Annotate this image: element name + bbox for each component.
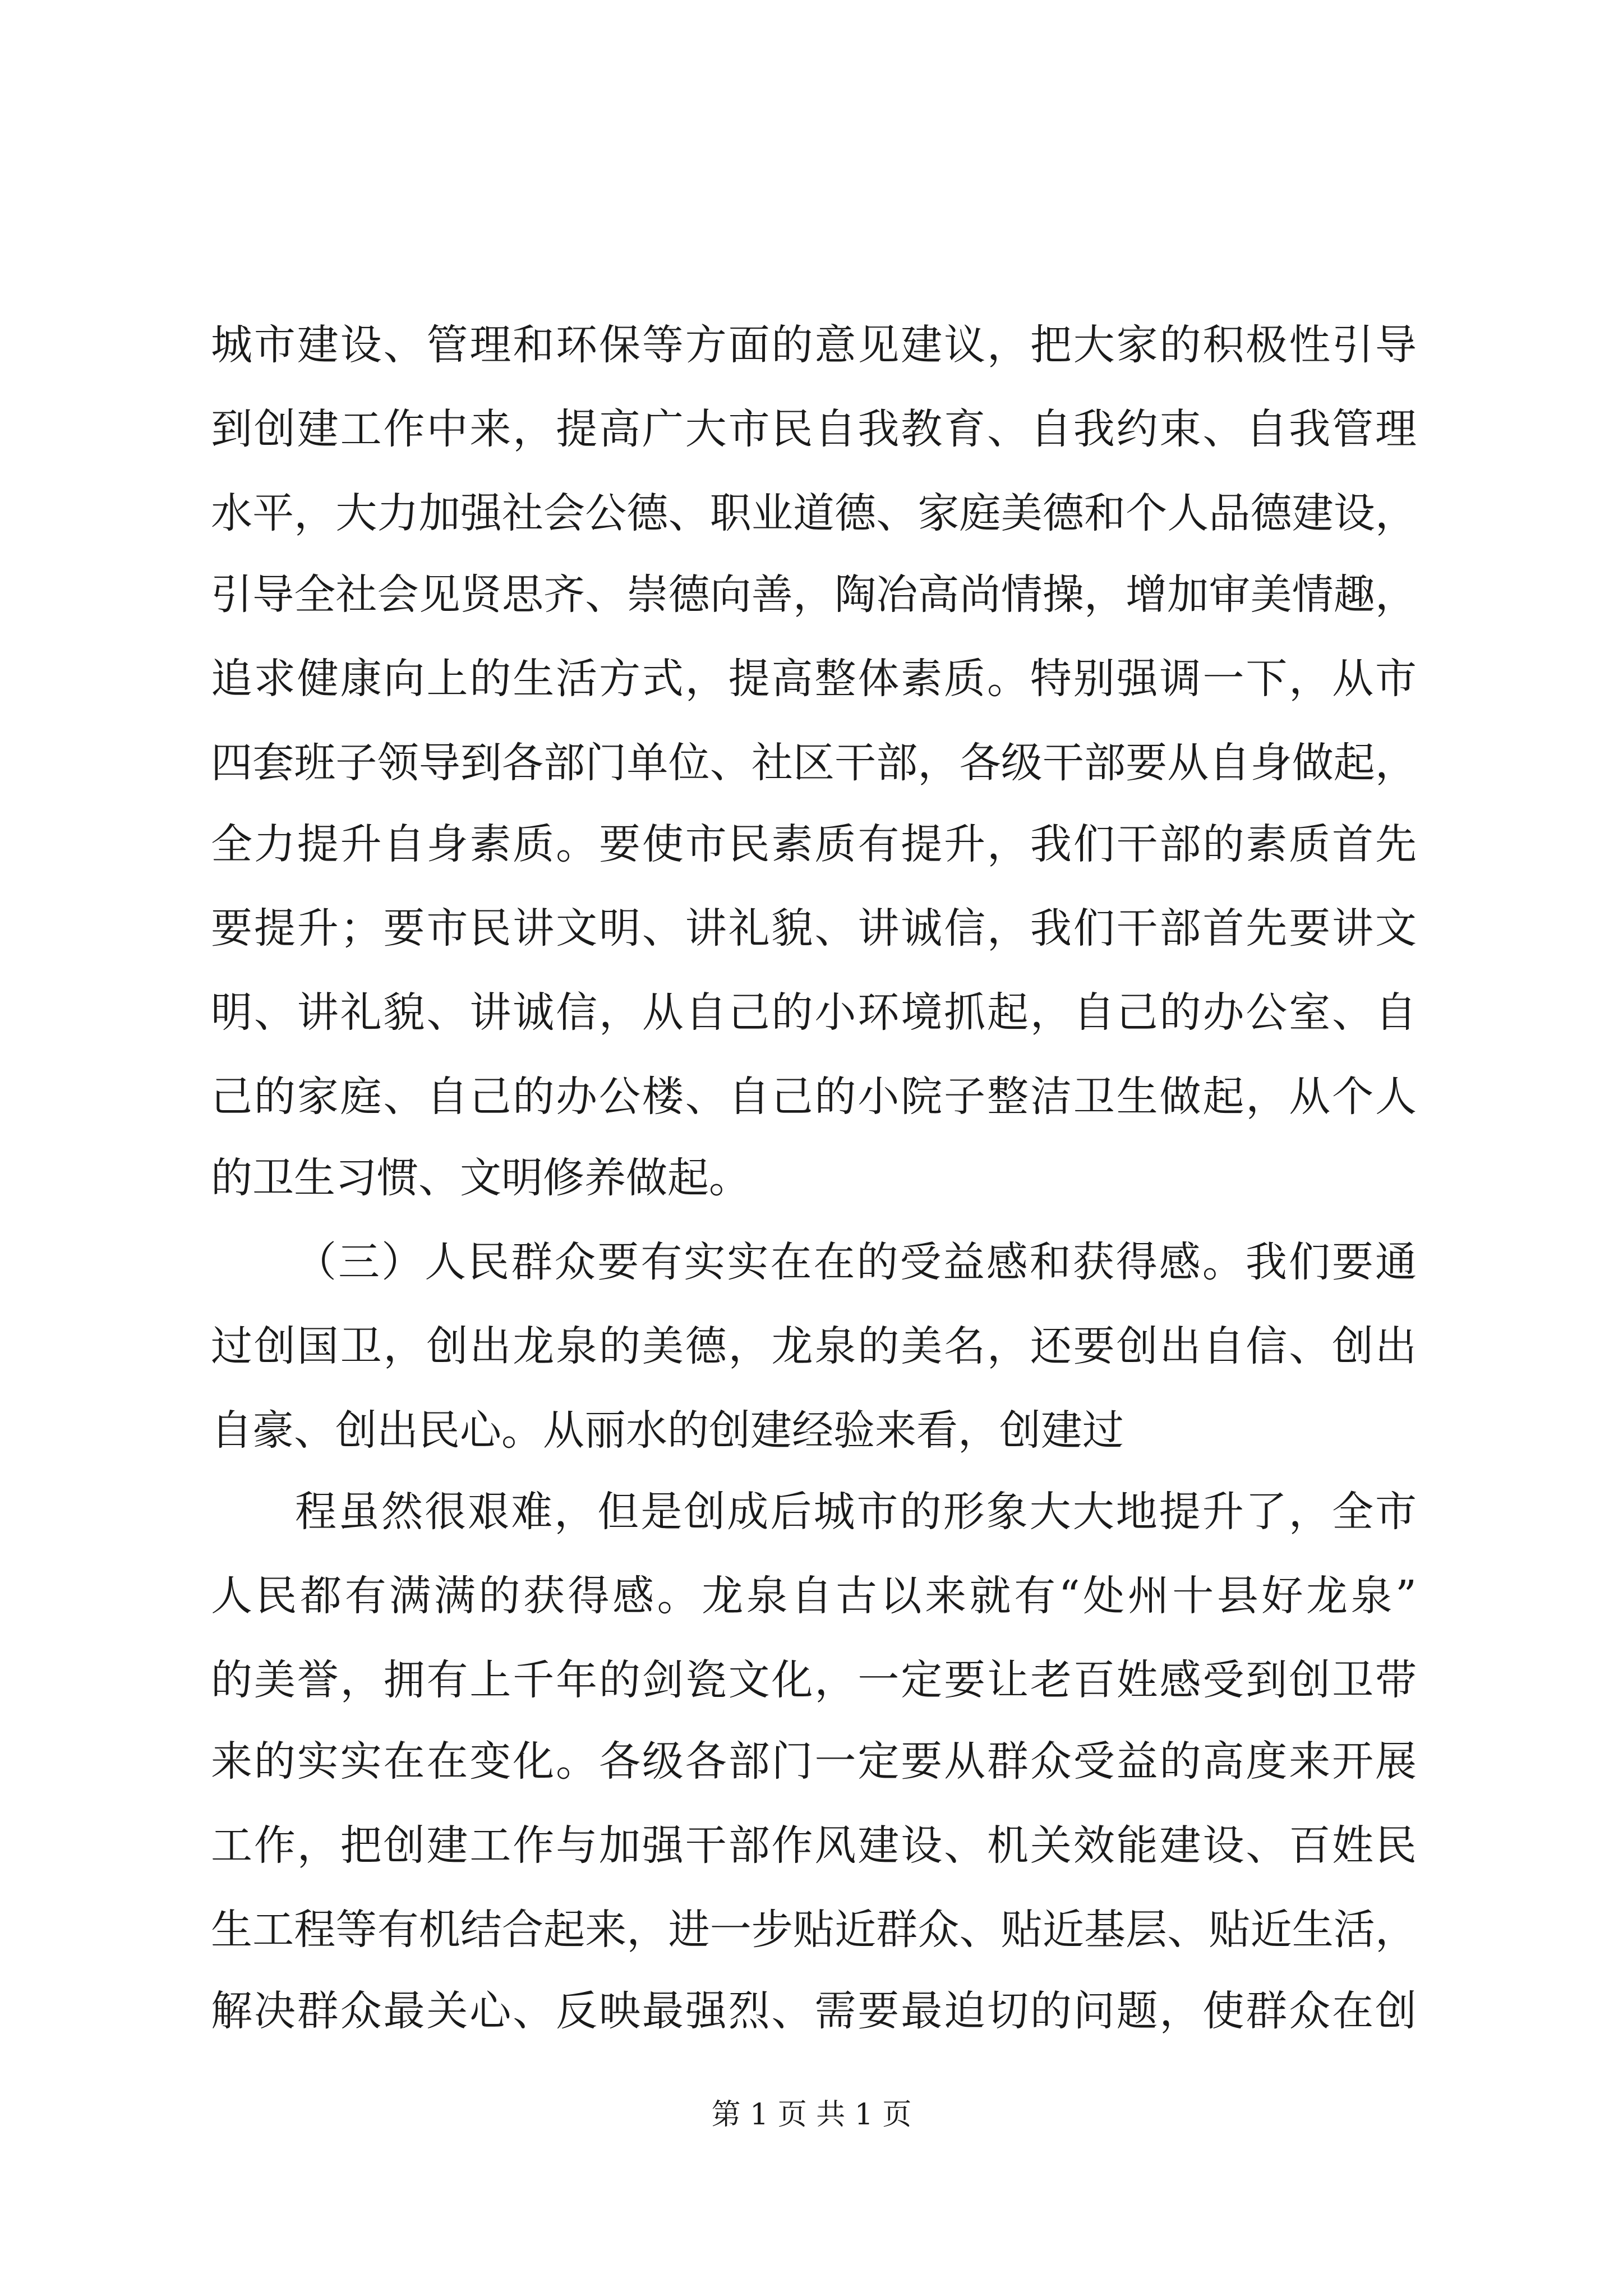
text-line: 生工程等有机结合起来，进一步贴近群众、贴近基层、贴近生活， <box>211 1906 1417 1954</box>
page-footer <box>0 2092 1623 2137</box>
text-line: 自豪、创出民心。从丽水的创建经验来看，创建过 <box>211 1406 1124 1455</box>
text-line: 程虽然很艰难，但是创成后城市的形象大大地提升了，全市 <box>295 1488 1417 1536</box>
text-line: （三）人民群众要有实实在在的受益感和获得感。我们要通 <box>295 1238 1417 1286</box>
text-line: 的卫生习惯、文明修养做起。 <box>211 1154 750 1202</box>
text-line: 城市建设、管理和环保等方面的意见建议，把大家的积极性引导 <box>211 321 1417 369</box>
text-line: 到创建工作中来，提高广大市民自我教育、自我约束、自我管理 <box>211 405 1417 453</box>
text-line: 工作，把创建工作与加强干部作风建设、机关效能建设、百姓民 <box>211 1821 1417 1870</box>
page-number: 第 1 页 共 1 页 <box>711 2098 912 2132</box>
text-line: 人民都有满满的获得感。龙泉自古以来就有“处州十县好龙泉” <box>211 1572 1417 1620</box>
text-line: 全力提升自身素质。要使市民素质有提升，我们干部的素质首先 <box>211 820 1417 868</box>
text-line: 过创国卫，创出龙泉的美德，龙泉的美名，还要创出自信、创出 <box>211 1322 1417 1370</box>
text-line: 追求健康向上的生活方式，提高整体素质。特别强调一下，从市 <box>211 655 1417 703</box>
text-line: 来的实实在在变化。各级各部门一定要从群众受益的高度来开展 <box>211 1737 1417 1786</box>
text-line: 要提升；要市民讲文明、讲礼貌、讲诚信，我们干部首先要讲文 <box>211 904 1417 953</box>
text-line: 己的家庭、自己的办公楼、自己的小院子整洁卫生做起，从个人 <box>211 1073 1417 1121</box>
text-line: 四套班子领导到各部门单位、社区干部，各级干部要从自身做起， <box>211 739 1417 787</box>
text-line: 引导全社会见贤思齐、崇德向善，陶冶高尚情操，增加审美情趣， <box>211 570 1417 619</box>
text-line: 水平，大力加强社会公德、职业道德、家庭美德和个人品德建设， <box>211 489 1417 537</box>
text-line: 解决群众最关心、反映最强烈、需要最迫切的问题，使群众在创 <box>211 1987 1417 2035</box>
text-line: 的美誉，拥有上千年的剑瓷文化，一定要让老百姓感受到创卫带 <box>211 1656 1417 1704</box>
text-line: 明、讲礼貌、讲诚信，从自己的小环境抓起，自己的办公室、自 <box>211 988 1417 1037</box>
